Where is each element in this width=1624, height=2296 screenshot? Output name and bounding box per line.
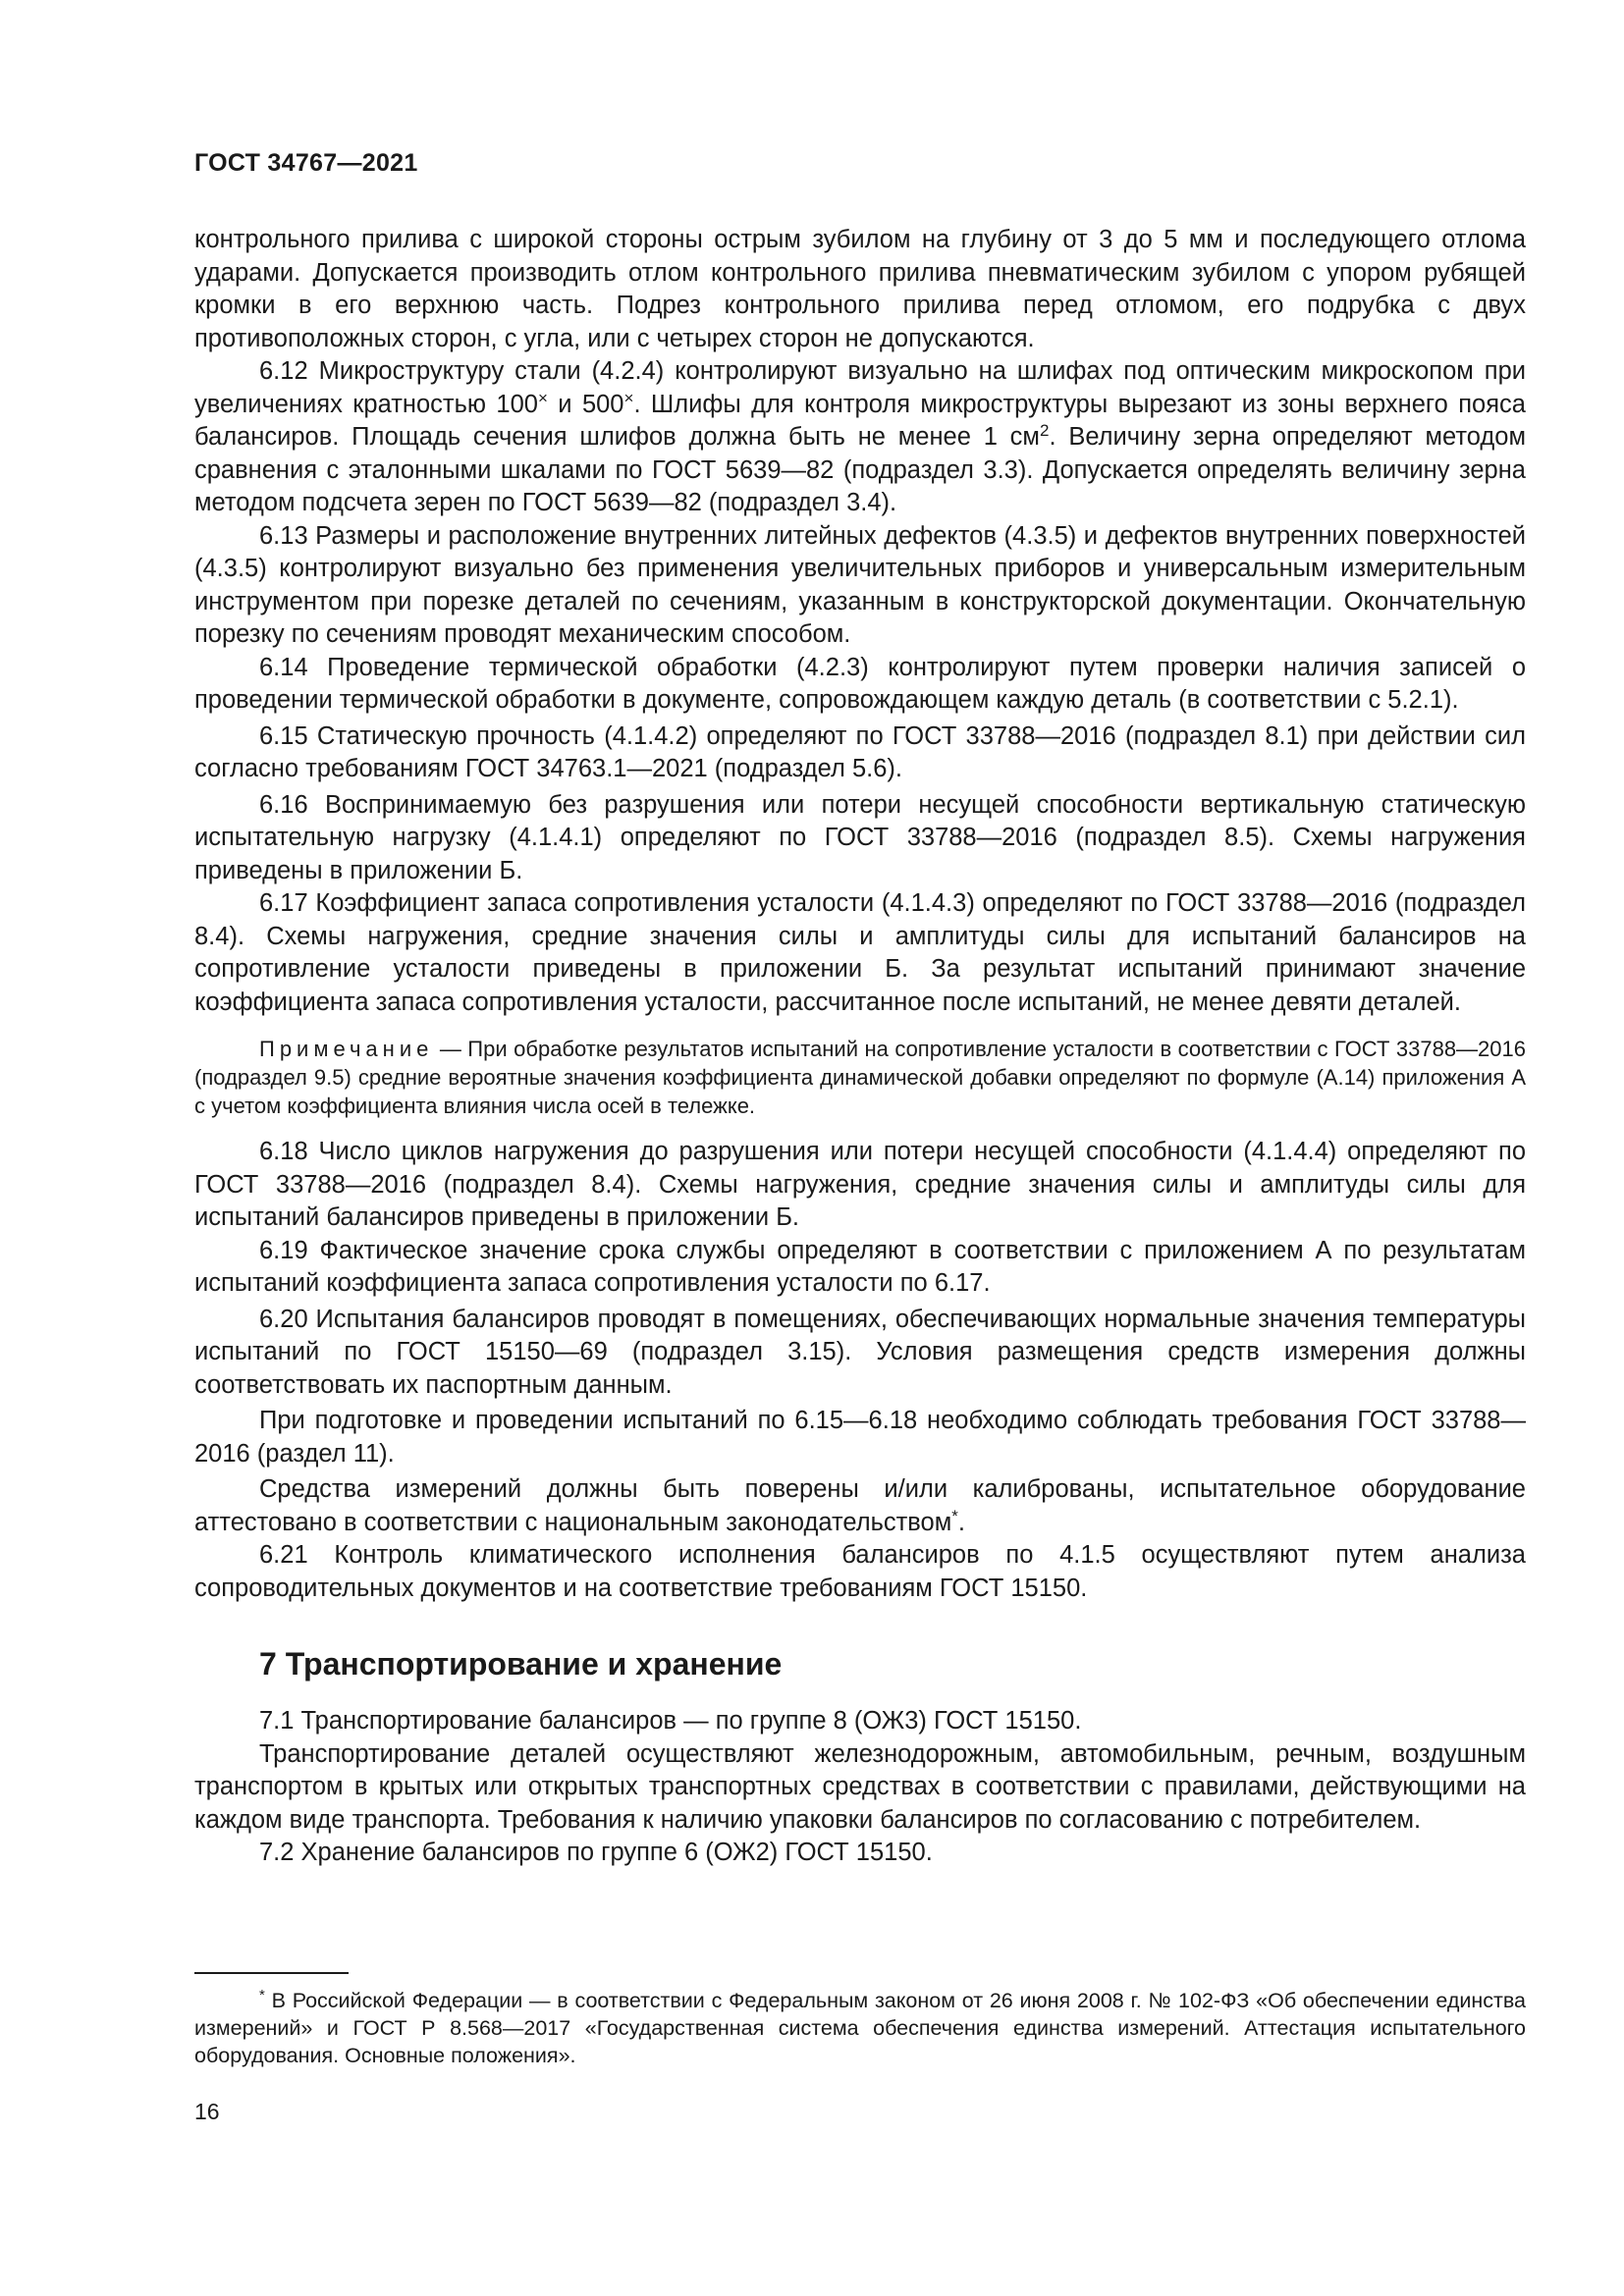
note-text: — При обработке результатов испытаний на сопротивление усталости в соответствии с ГОСТ 33788—2016 (подраздел 9.5) средние вероятные значения коэффициента динамической добавки определяют по формуле (А.14) приложения А с учетом коэффициента влияния числа осей в тележке. <box>194 1037 1526 1118</box>
paragraph-6-20-measurement-end: . <box>957 1508 965 1536</box>
section-7-title: 7 Транспортирование и хранение <box>259 1646 783 1682</box>
paragraph-6-14: 6.14 Проведение термической обработки (4.2.3) контролируют путем проверки наличия записей о проведении термической обработки в документе, сопровождающем каждую деталь (в соответствии с 5.2.1). <box>194 653 1526 714</box>
paragraph-7-1: 7.1 Транспортирование балансиров — по группе 8 (ОЖ3) ГОСТ 15150. <box>259 1707 1082 1735</box>
paragraph-6-20: 6.20 Испытания балансиров проводят в помещениях, обеспечивающих нормальные значения температуры испытаний по ГОСТ 15150—69 (подраздел 3.15). Условия размещения средств измерения должны соответствовать их паспортным данным. <box>194 1305 1526 1399</box>
document-body <box>194 224 1526 1870</box>
footnote-mark: * <box>259 1987 265 2003</box>
page-number: 16 <box>194 2099 220 2124</box>
paragraph-7-1-transport: Транспортирование деталей осуществляют железнодорожным, автомобильным, речным, воздушным транспортом в крытых или открытых транспортных средствах в соответствии с правилами, действующими на каждом виде транспорта. Требования к наличию упаковки балансиров по согласованию с потребителем. <box>194 1739 1526 1834</box>
paragraph-6-12 <box>194 355 1526 520</box>
paragraph-6-13: 6.13 Размеры и расположение внутренних литейных дефектов (4.3.5) и дефектов внутренних поверхностей (4.3.5) контролируют визуально без применения увеличительных приборов и универсальным измерительным инструментом при порезке деталей по сечениям, указанным в конструкторской документации. Окончательную порезку по сечениям проводят механическим способом. <box>194 521 1526 648</box>
superscript-squared: 2 <box>1039 421 1050 440</box>
paragraph-6-12-part-c: . Шлифы для контроля микроструктуры вырезают из зоны верхнего пояса балансиров. Площадь сечения шлифов должна быть не менее 1 см <box>194 390 1526 451</box>
paragraph-6-12-part-d: . Величину зерна определяют методом сравнения с эталонными шкалами по ГОСТ 5639—82 (подраздел 3.3). Допускается определять величину зерна методом подсчета зерен по ГОСТ 5639—82 (подраздел 3.4). <box>194 423 1526 516</box>
footnote-text: В Российской Федерации — в соответствии с Федеральным законом от 26 июня 2008 г. № 102-ФЗ «Об обеспечении единства измерений» и ГОСТ Р 8.568—2017 «Государственная система обеспечения единства измерений. Аттестация испытательного оборудования. Основные положения». <box>194 1989 1526 2067</box>
paragraph-continuation: контрольного прилива с широкой стороны острым зубилом на глубину от 3 до 5 мм и последующего отлома ударами. Допускается производить отлом контрольного прилива пневматическим зубилом с упором рубящей кромки в его верхнюю часть. Подрез контрольного прилива перед отломом, его подрубка с двух противоположных сторон, с угла, или с четырех сторон не допускаются. <box>194 226 1526 352</box>
note-label: Примечание <box>259 1037 434 1061</box>
footnote <box>194 1987 1526 2069</box>
footnote-reference-mark: * <box>951 1506 958 1525</box>
paragraph-6-19: 6.19 Фактическое значение срока службы определяют в соответствии с приложением А по результатам испытаний коэффициента запаса сопротивления усталости по 6.17. <box>194 1236 1526 1297</box>
paragraph-6-20-requirements: При подготовке и проведении испытаний по 6.15—6.18 необходимо соблюдать требования ГОСТ 33788—2016 (раздел 11). <box>194 1407 1526 1468</box>
paragraph-6-17: 6.17 Коэффициент запаса сопротивления усталости (4.1.4.3) определяют по ГОСТ 33788—2016 (подраздел 8.4). Схемы нагружения, средние значения силы и амплитуды силы для испытаний балансиров на сопротивление усталости приведены в приложении Б. За результат испытаний принимают значение коэффициента запаса сопротивления усталости, рассчитанное после испытаний, не менее девяти деталей. <box>194 889 1526 1016</box>
paragraph-6-12-part-a: 6.12 Микроструктуру стали (4.2.4) контролируют визуально на шлифах под оптическим микроскопом при увеличениях кратностью 100 <box>194 357 1526 418</box>
paragraph-6-20-measurement-text: Средства измерений должны быть поверены и/или калиброваны, испытательное оборудование аттестовано в соответствии с национальным законодательством <box>194 1475 1526 1536</box>
paragraph-7-2: 7.2 Хранение балансиров по группе 6 (ОЖ2) ГОСТ 15150. <box>259 1839 933 1866</box>
paragraph-6-12-part-b: и 500 <box>547 390 624 418</box>
footnote-divider <box>194 1972 349 1974</box>
paragraph-6-16: 6.16 Воспринимаемую без разрушения или потери несущей способности вертикальную статическую испытательную нагрузку (4.1.4.1) определяют по ГОСТ 33788—2016 (подраздел 8.5). Схемы нагружения приведены в приложении Б. <box>194 790 1526 884</box>
note-block <box>194 1035 1526 1120</box>
paragraph-6-21: 6.21 Контроль климатического исполнения балансиров по 4.1.5 осуществляют путем анализа сопроводительных документов и на соответствие требованиям ГОСТ 15150. <box>194 1541 1526 1602</box>
superscript-times-2: × <box>623 388 634 407</box>
document-header-code: ГОСТ 34767—2021 <box>194 149 418 177</box>
paragraph-6-18: 6.18 Число циклов нагружения до разрушения или потери несущей способности (4.1.4.4) определяют по ГОСТ 33788—2016 (подраздел 8.4). Схемы нагружения, средние значения силы и амплитуды силы для испытаний балансиров приведены в приложении Б. <box>194 1138 1526 1231</box>
paragraph-6-15: 6.15 Статическую прочность (4.1.4.2) определяют по ГОСТ 33788—2016 (подраздел 8.1) при действии сил согласно требованиям ГОСТ 34763.1—2021 (подраздел 5.6). <box>194 721 1526 782</box>
paragraph-6-20-measurement <box>194 1473 1526 1539</box>
superscript-times-1: × <box>537 388 548 407</box>
